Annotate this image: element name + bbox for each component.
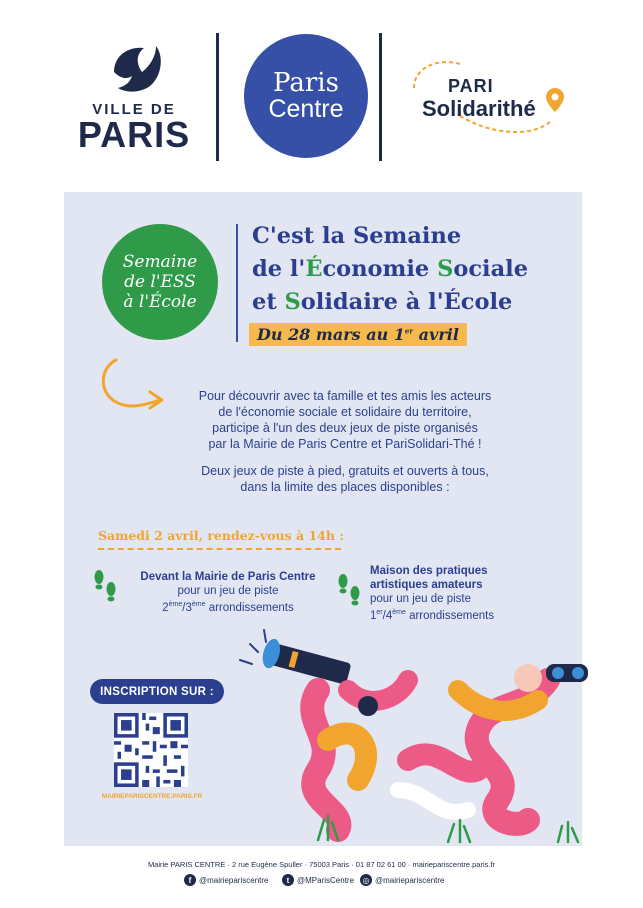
location-2-title: artistiques amateurs (370, 579, 483, 591)
footprints-icon (92, 568, 118, 604)
location-2-sub: pour un jeu de piste (370, 593, 472, 605)
location-2 (370, 564, 520, 623)
num: 1 (370, 609, 377, 622)
explorers-illustration (228, 620, 598, 850)
twitter-handle: @MParisCentre (297, 875, 355, 885)
badge-line2: de l'ESS (124, 272, 196, 292)
intro-paragraph (170, 388, 520, 452)
event-time: Samedi 2 avril, rendez-vous à 14h : (98, 528, 344, 543)
title-line2 (252, 253, 572, 286)
sup: ème (392, 609, 406, 616)
twitter-icon: t (282, 874, 294, 886)
dates-sup: er (404, 326, 414, 336)
badge-line1: Semaine (122, 252, 198, 272)
title-line3 (252, 286, 572, 319)
title-text: et (252, 289, 285, 315)
vdp-big: PARIS (77, 114, 191, 155)
ship-logo-icon (106, 42, 166, 98)
intro-line: Deux jeux de piste à pied, gratuits et ouverts à tous, (201, 464, 489, 478)
intro-line: participe à l'un des deux jeux de piste organisés (212, 421, 478, 435)
title-accent-letter: É (305, 256, 323, 282)
location-1-title: Devant la Mairie de Paris Centre (140, 571, 316, 583)
social-facebook[interactable] (184, 874, 268, 886)
location-1-sub: pour un jeu de piste (177, 585, 279, 597)
instagram-icon: ◎ (360, 874, 372, 886)
social-instagram[interactable] (360, 874, 444, 886)
pari-solidarithe-logo (400, 48, 580, 148)
sup: ème (168, 601, 183, 608)
ps-line2: Solidarithé (422, 96, 536, 121)
footer-address: Mairie PARIS CENTRE · 2 rue Eugène Spuller · 75003 Paris · 01 87 02 61 00 · mairiepariscentre.paris.fr (147, 860, 496, 869)
inscription-label: INSCRIPTION SUR : (90, 679, 224, 704)
vdp-small: VILLE DE (92, 101, 176, 118)
title-text: conomie (322, 256, 438, 282)
slash: / (382, 609, 386, 622)
curved-arrow-icon (94, 356, 174, 416)
separator (379, 33, 382, 161)
dates-text: Du 28 mars au 1 (257, 325, 405, 344)
num: 4 (385, 609, 393, 622)
instagram-handle: @mairiepariscentre (375, 875, 445, 885)
intro-line: Pour découvrir avec ta famille et tes amis les acteurs (198, 389, 492, 403)
num: 3 (185, 601, 192, 614)
title-accent-letter: S (437, 256, 454, 282)
title-text: de l' (252, 256, 306, 282)
intro-line: par la Mairie de Paris Centre et PariSolidari-Thé ! (208, 437, 482, 451)
ess-badge (102, 224, 218, 340)
slash: / (182, 601, 186, 614)
title-line1: C'est la Semaine (252, 223, 462, 249)
intro-line: de l'économie sociale et solidaire du territoire, (218, 405, 472, 419)
dashed-divider (98, 548, 341, 550)
social-twitter[interactable] (282, 874, 354, 886)
title-accent-bar (236, 224, 238, 342)
separator (216, 33, 219, 161)
ps-line1: PARI (448, 76, 494, 96)
map-pin-icon (546, 88, 564, 112)
qr-code[interactable] (114, 713, 188, 787)
pc-line2: Centre (268, 95, 344, 123)
event-dates (249, 323, 467, 346)
paris-centre-logo (244, 34, 368, 158)
title-text: olidaire à l'École (300, 289, 513, 315)
sup: er (376, 609, 383, 616)
title-accent-letter: S (284, 289, 301, 315)
dates-text: avril (413, 325, 459, 344)
num: 2 (162, 601, 169, 614)
location-2-title: Maison des pratiques (370, 565, 488, 577)
facebook-handle: @mairiepariscentre (199, 875, 269, 885)
location-1 (128, 570, 328, 615)
intro-line: dans la limite des places disponibles : (240, 480, 450, 494)
facebook-icon: f (184, 874, 196, 886)
tail: arrondissements (205, 601, 294, 614)
inscription-url[interactable]: MAIRIEPARISCENTRE.PARIS.FR (101, 793, 203, 800)
badge-line3: à l'École (123, 292, 197, 312)
page-title (252, 220, 572, 319)
pc-line1: Paris (273, 68, 339, 98)
title-text: ociale (453, 256, 529, 282)
location-1-arrondissements (128, 598, 328, 615)
footprints-icon (336, 572, 362, 608)
sup: ème (191, 601, 206, 608)
intro-paragraph-2 (170, 463, 520, 495)
tail: arrondissements (405, 609, 495, 622)
ville-de-paris-logo (76, 40, 196, 155)
